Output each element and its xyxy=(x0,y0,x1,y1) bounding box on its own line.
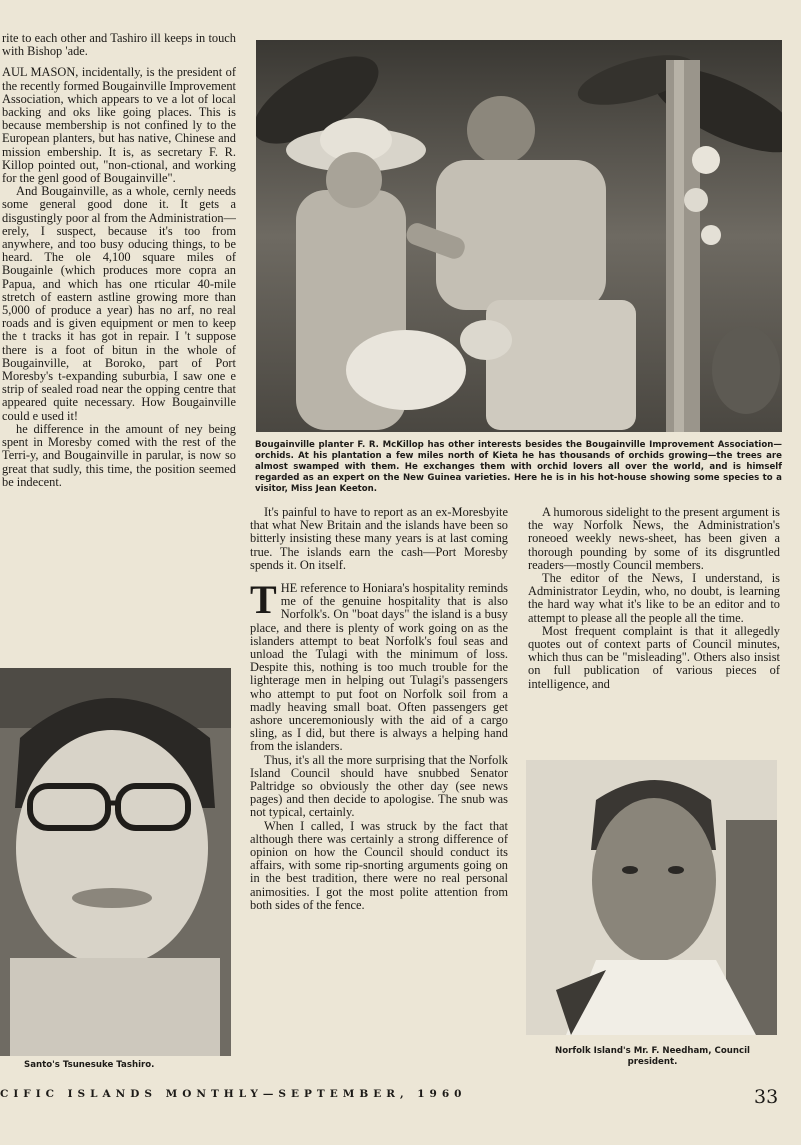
portrait-illustration xyxy=(526,760,777,1035)
paragraph: And Bougainville, as a whole, cernly needs some general good done it. It gets a disgustingly poor al from the Administration—erely, I suspect, because it's too from anywhere, and too busy oducing things, to be heard. The ole 4,100 square miles of Bougainle (which produces more copra an Papua, and which has one rticular 40-mile stretch of eastern astline growing more than 5,000 of produce a year) has no arf, no real roads and is given equipment or men to keep the t tracks it has got in repair. I 't suppose there is a foot of bitun in the whole of Bougainville, at Boroko, part of Port Moresby's t-expanding suburbia, I saw one e strip of sealed road near the opping centre that appeared quite necessary. How Bougainville could e used it! xyxy=(2,184,236,423)
paragraph: It's painful to have to report as an ex-Moresbyite that what New Britain and the islands have been so bitterly insisting these many years is at last coming true. The islands earn the cash—Port Moresby spends it. On itself. xyxy=(250,506,508,572)
portrait-illustration xyxy=(0,668,231,1056)
paragraph: When I called, I was struck by the fact that although there was certainly a strong difference of opinion on how the Council should conduct its affairs, with some rip-snorting arguments going on in the best tradition, there were no real personal animosities. I got the most polite attention from both sides of the fence. xyxy=(250,818,508,912)
footer-magazine-title: CIFIC ISLANDS MONTHLY—SEPTEMBER, 1960 xyxy=(0,1088,467,1100)
paragraph: he difference in the amount of ney being spent in Moresby comed with the rest of the Terri-y, and Bougainville in parular, is now so great that sudly, this time, the position seemed be indecent. xyxy=(2,421,236,489)
photo-needham xyxy=(526,760,777,1035)
caption-orchids: Bougainville planter F. R. McKillop has other interests besides the Bougainville Improvement Association—orchids. At his plantation a few miles north of Kieta he has thousands of orchids growing—the trees are almost swamped with them. He exchanges them with orchid lovers all over the world, and is himself regarded as an expert on the New Guinea varieties. Here he is in his hot-house showing some species to a visitor, Miss Jean Keeton. xyxy=(255,440,782,494)
paragraph: Most frequent complaint is that it allegedly quotes out of context parts of Council minutes, which thus can be "misleading". Others also insist on full publication of various pieces of intelligence, and xyxy=(528,623,780,691)
drop-cap: T xyxy=(250,577,277,623)
photo-orchid-hothouse xyxy=(256,40,782,432)
caption-tashiro: Santo's Tsunesuke Tashiro. xyxy=(24,1060,155,1070)
photo-illustration xyxy=(256,40,782,432)
column-right xyxy=(528,506,780,752)
column-middle xyxy=(250,506,508,1078)
paragraph: rite to each other and Tashiro ill keeps in touch with Bishop 'ade. xyxy=(2,32,236,59)
column-left xyxy=(2,32,236,654)
page-number: 33 xyxy=(754,1086,779,1108)
paragraph-honiara xyxy=(250,577,508,754)
paragraph-text: HE reference to Honiara's hospitality reminds me of the genuine hospitality that is also Norfolk's. On "boat days" the island is a busy place, and there is plenty of work going on as the islanders attempt to beat Norfolk's foul seas and unload the Tulagi with the minimum of loss. Despite this, nothing is too much trouble for the lighterage men in helping out Tulagi's passengers who attempt to put foot on Norfolk soil from a madly heaving small boat. Often passengers get ashore unceremoniously with the aid of a cargo sling, as I did, but there is always a helping hand from the islanders. xyxy=(250,581,508,754)
caption-needham: Norfolk Island's Mr. F. Needham, Council president. xyxy=(555,1046,750,1067)
paragraph: AUL MASON, incidentally, is the president of the recently formed Bougainville Improvement Association, which appears to ve a lot of local backing and oks like going places. This is because membership is not confined ly to the European planters, but has native, Chinese and mission embership. It is, as secretary F. R. Killop pointed out, "non-ctional, and working for the genl good of Bougainville". xyxy=(2,65,236,186)
paragraph: A humorous sidelight to the present argument is the way Norfolk News, the Administration's roneoed weekly news-sheet, has been given a thorough pounding by some of its disgruntled readers—mostly Council members. xyxy=(528,506,780,572)
photo-tashiro xyxy=(0,668,231,1056)
footer-magazine xyxy=(0,1088,801,1108)
paragraph: Thus, it's all the more surprising that the Norfolk Island Council should have snubbed Senator Paltridge so obviously the other day (see news pages) and then decide to apologise. The snub was not typical, certainly. xyxy=(250,752,508,820)
paragraph: The editor of the News, I understand, is Administrator Leydin, who, no doubt, is learning the hard way what it's like to be an editor and to attempt to please all the people all the time. xyxy=(528,571,780,625)
